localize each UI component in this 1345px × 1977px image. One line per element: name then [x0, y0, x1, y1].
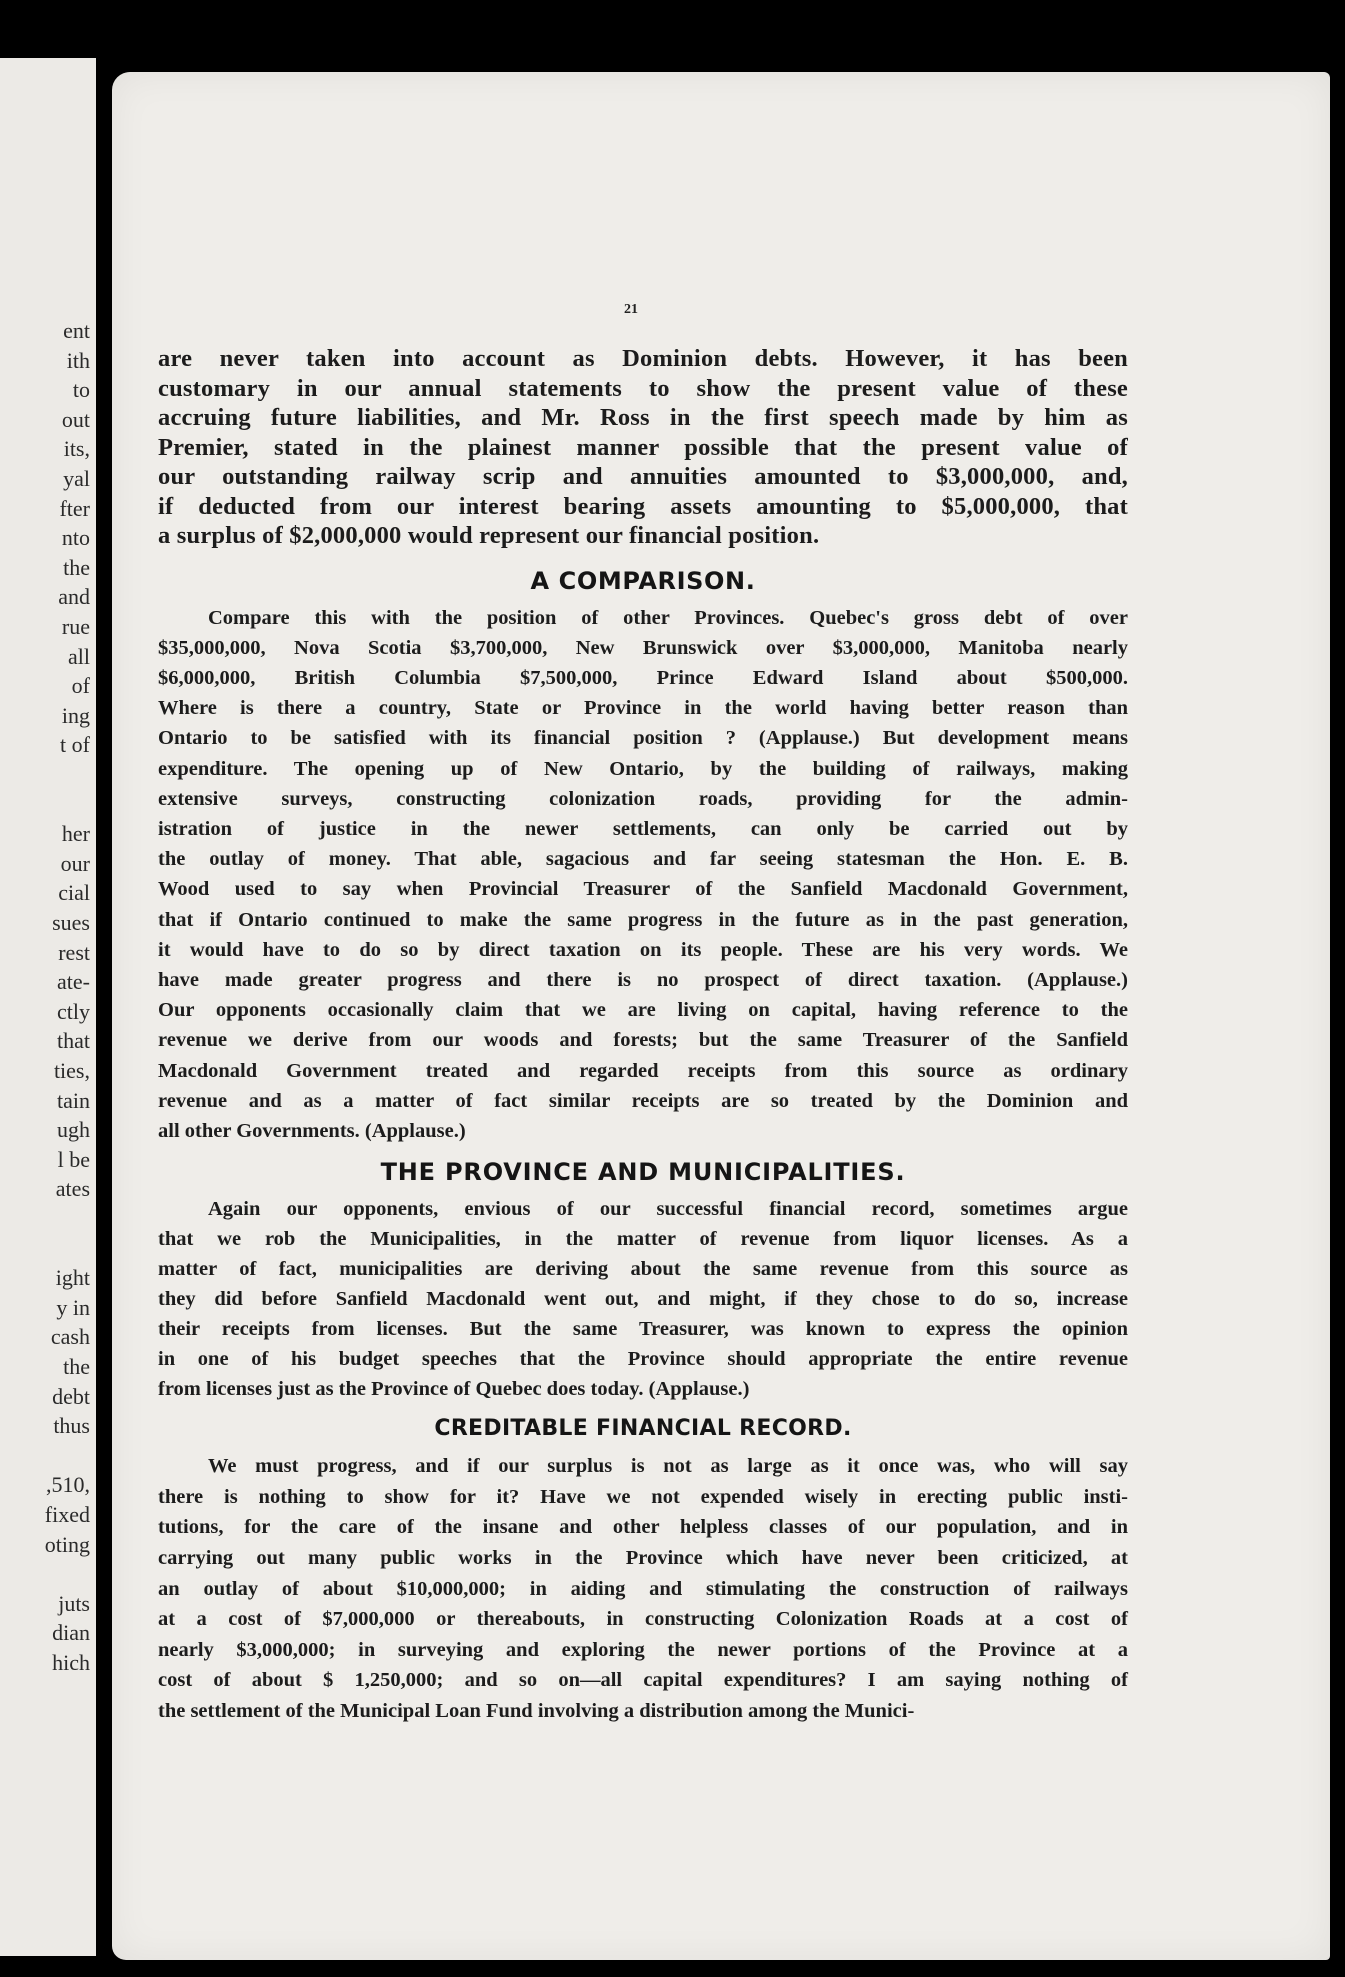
text-line: extensive surveys, constructing colonization roads, providing for the admin-: [158, 787, 1128, 810]
text-line: $6,000,000, British Columbia $7,500,000, Prince Edward Island about $500,000.: [158, 666, 1128, 689]
text-line: matter of fact, municipalities are deriving about the same revenue from this source as: [158, 1258, 1128, 1281]
text-line: accruing future liabilities, and Mr. Ross in the first speech made by him as: [158, 404, 1128, 431]
left-page-fragment: ent: [63, 318, 90, 343]
left-page-fragment: ate-: [57, 969, 90, 995]
text-line: Again our opponents, envious of our successful financial record, sometimes argue: [208, 1198, 1128, 1221]
text-line: Ontario to be satisfied with its financial position ? (Applause.) But development means: [158, 727, 1128, 750]
text-line: nearly $3,000,000; in surveying and exploring the newer portions of the Province at a: [158, 1638, 1128, 1661]
left-page-fragment: oting: [44, 1531, 90, 1557]
left-page-fragment: cash: [50, 1324, 90, 1350]
left-page-fragment: t of: [60, 732, 90, 758]
paragraph-municipalities: [158, 1194, 1128, 1404]
text-line: their receipts from licenses. But the same Treasurer, was known to express the opinion: [158, 1318, 1128, 1341]
left-page-fragment: and: [58, 584, 90, 610]
text-line: that we rob the Municipalities, in the matter of revenue from liquor licenses. As a: [158, 1228, 1128, 1251]
left-page-fragment: ith: [66, 347, 90, 373]
left-page-fragment: ,510,: [46, 1472, 90, 1498]
text-line: We must progress, and if our surplus is not as large as it once was, who will say: [208, 1455, 1128, 1478]
left-page-sliver: [0, 58, 96, 1956]
text-line: our outstanding railway scrip and annuities amounted to $3,000,000, and,: [158, 463, 1128, 490]
left-page-fragment: ties,: [53, 1058, 90, 1083]
paragraph-comparison: [158, 603, 1128, 1147]
text-line: have made greater progress and there is no prospect of direct taxation. (Applause.): [158, 968, 1128, 991]
left-page-fragment: hich: [52, 1650, 90, 1675]
left-page-fragment: dian: [52, 1620, 90, 1646]
left-page-fragment: out: [61, 406, 90, 432]
text-line: there is nothing to show for it? Have we not expended wisely in erecting public insti-: [158, 1485, 1128, 1508]
heading-province-municipalities: THE PROVINCE AND MUNICIPALITIES.: [380, 1158, 906, 1187]
left-page-fragment: rest: [58, 939, 90, 965]
left-page-fragment: sues: [52, 910, 90, 935]
left-page-fragment: thus: [53, 1413, 90, 1439]
left-page-fragment: cial: [58, 880, 90, 906]
paragraph-financial-record: [158, 1451, 1128, 1726]
text-line: customary in our annual statements to show the present value of these: [158, 374, 1128, 402]
left-page-fragment: her: [61, 821, 90, 847]
page-content: [158, 344, 1128, 1727]
left-page-fragment: ing: [61, 702, 90, 728]
text-line: Compare this with the position of other Provinces. Quebec's gross debt of over: [208, 606, 1128, 629]
text-line: all other Governments. (Applause.): [158, 1119, 466, 1142]
left-page-fragment: ates: [55, 1176, 90, 1202]
text-line: that if Ontario continued to make the same progress in the future as in the past generation,: [158, 908, 1128, 931]
text-line: the outlay of money. That able, sagacious and far seeing statesman the Hon. E. B.: [158, 848, 1128, 871]
left-page-fragment: that: [57, 1028, 90, 1054]
left-page-fragment: ugh: [57, 1117, 90, 1143]
left-page-fragment: of: [71, 673, 90, 699]
text-line: in one of his budget speeches that the Province should appropriate the entire revenue: [158, 1348, 1128, 1371]
left-page-fragment: the: [63, 554, 90, 580]
text-line: Premier, stated in the plainest manner possible that the present value of: [158, 433, 1128, 461]
text-line: carrying out many public works in the Province which have never been criticized, at: [158, 1546, 1128, 1569]
left-page-fragment: l be: [57, 1146, 90, 1172]
left-page-fragment: y in: [56, 1294, 90, 1320]
text-line: Our opponents occasionally claim that we are living on capital, having reference to the: [158, 999, 1128, 1022]
left-page-fragment: juts: [58, 1590, 90, 1616]
heading-a-comparison: A COMPARISON.: [530, 566, 756, 595]
text-line: a surplus of $2,000,000 would represent our financial position.: [158, 522, 820, 549]
text-line: istration of justice in the newer settlements, can only be carried out by: [158, 817, 1128, 840]
left-page-fragment: nto: [61, 525, 90, 551]
text-line: revenue and as a matter of fact similar receipts are so treated by the Dominion and: [158, 1089, 1128, 1112]
text-line: from licenses just as the Province of Quebec does today. (Applause.): [158, 1378, 750, 1401]
left-page-fragment: tain: [57, 1087, 90, 1113]
left-page-fragment: ctly: [57, 998, 90, 1024]
text-line: expenditure. The opening up of New Ontario, by the building of railways, making: [158, 757, 1128, 780]
text-line: $35,000,000, Nova Scotia $3,700,000, New Brunswick over $3,000,000, Manitoba nearly: [158, 636, 1128, 659]
left-page-fragment: the: [63, 1354, 90, 1379]
heading-creditable-financial-record: CREDITABLE FINANCIAL RECORD.: [434, 1416, 852, 1442]
text-line: it would have to do so by direct taxation on its people. These are his very words. We: [158, 938, 1128, 961]
text-line: Wood used to say when Provincial Treasurer of the Sanfield Macdonald Government,: [158, 878, 1128, 901]
left-page-fragment: our: [60, 850, 90, 876]
left-page-fragment: to: [72, 377, 90, 403]
text-line: Where is there a country, State or Province in the world having better reason than: [158, 697, 1128, 720]
left-page-fragment: all: [68, 643, 90, 669]
left-page-fragment: ight: [55, 1265, 90, 1291]
left-page-fragment: rue: [61, 614, 90, 639]
text-line: at a cost of $7,000,000 or thereabouts, in constructing Colonization Roads at a cost of: [158, 1608, 1128, 1631]
text-line: Macdonald Government treated and regarded receipts from this source as ordinary: [158, 1059, 1128, 1082]
text-line: are never taken into account as Dominion debts. However, it has been: [158, 345, 1128, 372]
text-line: they did before Sanfield Macdonald went out, and might, if they chose to do so, increase: [158, 1288, 1128, 1311]
left-page-fragment: yal: [63, 466, 90, 491]
paragraph-debts: [158, 344, 1128, 551]
left-page-fragment: its,: [63, 436, 90, 462]
left-page-fragment: fter: [59, 495, 90, 521]
text-line: an outlay of about $10,000,000; in aiding and stimulating the construction of railways: [158, 1577, 1128, 1600]
text-line: cost of about $ 1,250,000; and so on—all capital expenditures? I am saying nothing of: [158, 1669, 1128, 1692]
text-line: the settlement of the Municipal Loan Fund involving a distribution among the Munici-: [158, 1699, 915, 1722]
text-line: revenue we derive from our woods and forests; but the same Treasurer of the Sanfield: [158, 1029, 1128, 1052]
page-number: 21: [624, 302, 638, 317]
text-line: tutions, for the care of the insane and other helpless classes of our population, and in: [158, 1516, 1128, 1539]
text-line: if deducted from our interest bearing assets amounting to $5,000,000, that: [158, 492, 1128, 520]
left-page-fragment: fixed: [44, 1502, 90, 1527]
left-page-fragment: debt: [52, 1383, 90, 1409]
